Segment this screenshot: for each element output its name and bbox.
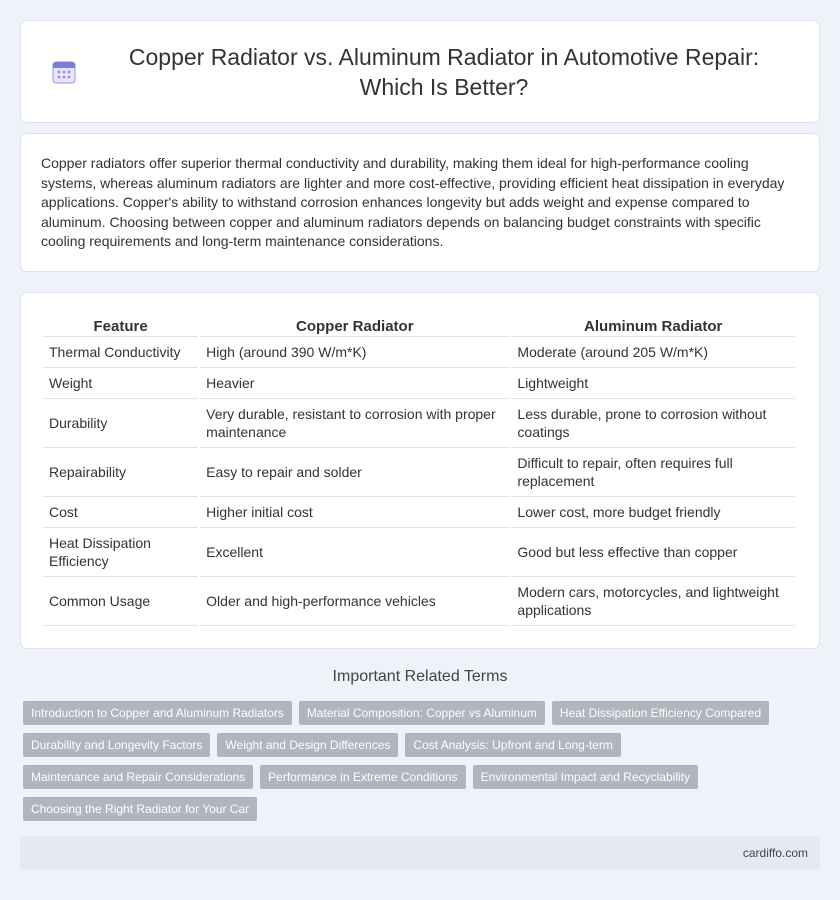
copper-cell: Heavier (200, 368, 509, 399)
summary-card (20, 133, 820, 272)
aluminum-cell: Less durable, prone to corrosion without coatings (511, 399, 795, 448)
related-tag[interactable]: Environmental Impact and Recyclability (473, 765, 698, 789)
feature-cell: Weight (43, 368, 198, 399)
title-card (20, 20, 820, 123)
aluminum-cell: Lower cost, more budget friendly (511, 497, 795, 528)
table-row (43, 577, 795, 626)
related-tag[interactable]: Performance in Extreme Conditions (260, 765, 465, 789)
summary-text: Copper radiators offer superior thermal conductivity and durability, making them ideal for high-performance cooling systems, whereas aluminum radiators are lighter and more cost-effective, providing efficient heat dissipation in everyday applications. Copper's ability to withstand corrosion enhances longevity but adds weight and expense compared to aluminum. Choosing between copper and aluminum radiators depends on balancing budget constraints with specific cooling requirements and long-term maintenance considerations. (41, 155, 785, 250)
related-tag[interactable]: Material Composition: Copper vs Aluminum (299, 701, 545, 725)
aluminum-cell: Good but less effective than copper (511, 528, 795, 577)
table-row (43, 528, 795, 577)
table-row (43, 368, 795, 399)
copper-cell: High (around 390 W/m*K) (200, 337, 509, 368)
aluminum-cell: Difficult to repair, often requires full replacement (511, 448, 795, 497)
related-tag[interactable]: Choosing the Right Radiator for Your Car (23, 797, 257, 821)
related-tag[interactable]: Weight and Design Differences (217, 733, 398, 757)
table-row (43, 337, 795, 368)
footer (20, 836, 820, 870)
header-feature: Feature (43, 315, 198, 337)
table-row (43, 448, 795, 497)
copper-cell: Older and high-performance vehicles (200, 577, 509, 626)
feature-cell: Durability (43, 399, 198, 448)
copper-cell: Higher initial cost (200, 497, 509, 528)
footer-site-link[interactable]: cardiffo.com (742, 846, 808, 860)
related-terms-tags (23, 701, 823, 829)
related-tag[interactable]: Maintenance and Repair Considerations (23, 765, 253, 789)
comparison-table (41, 315, 797, 626)
header-copper: Copper Radiator (200, 315, 509, 337)
calendar-grid-icon (51, 59, 77, 85)
related-tag[interactable]: Introduction to Copper and Aluminum Radiators (23, 701, 292, 725)
aluminum-cell: Moderate (around 205 W/m*K) (511, 337, 795, 368)
page-title: Copper Radiator vs. Aluminum Radiator in Automotive Repair: Which Is Better? (128, 43, 760, 100)
comparison-table-card (20, 292, 820, 649)
table-header-row (43, 315, 795, 337)
aluminum-cell: Lightweight (511, 368, 795, 399)
copper-cell: Easy to repair and solder (200, 448, 509, 497)
feature-cell: Repairability (43, 448, 198, 497)
table-row (43, 497, 795, 528)
feature-cell: Thermal Conductivity (43, 337, 198, 368)
aluminum-cell: Modern cars, motorcycles, and lightweight applications (511, 577, 795, 626)
copper-cell: Very durable, resistant to corrosion with proper maintenance (200, 399, 509, 448)
header-aluminum: Aluminum Radiator (511, 315, 795, 337)
related-tag[interactable]: Durability and Longevity Factors (23, 733, 210, 757)
feature-cell: Heat Dissipation Efficiency (43, 528, 198, 577)
feature-cell: Cost (43, 497, 198, 528)
related-terms-title: Important Related Terms (332, 668, 508, 685)
table-row (43, 399, 795, 448)
related-tag[interactable]: Cost Analysis: Upfront and Long-term (405, 733, 620, 757)
related-tag[interactable]: Heat Dissipation Efficiency Compared (552, 701, 769, 725)
copper-cell: Excellent (200, 528, 509, 577)
feature-cell: Common Usage (43, 577, 198, 626)
